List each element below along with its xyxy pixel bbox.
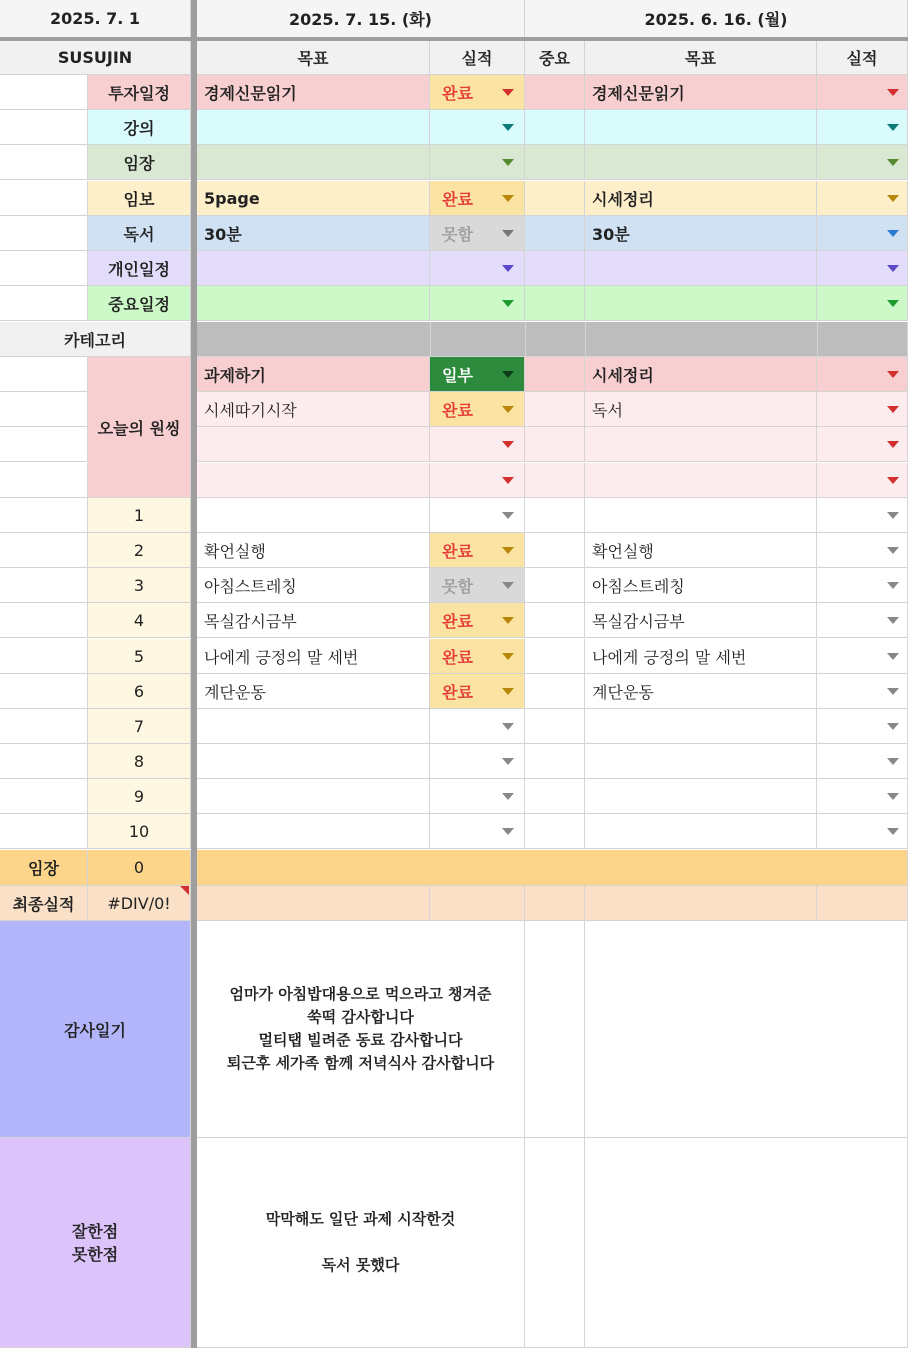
routine-goal[interactable] <box>197 603 430 638</box>
wish-blank[interactable] <box>0 427 88 462</box>
important-cell[interactable] <box>525 533 585 568</box>
result-column-header-2-text: 실적 <box>846 49 878 68</box>
category-goal[interactable] <box>197 251 430 286</box>
important-cell[interactable] <box>525 674 585 709</box>
review-label[interactable] <box>0 1138 191 1348</box>
routine-blank[interactable] <box>0 498 88 533</box>
category-blank[interactable] <box>0 286 88 321</box>
wish-label[interactable] <box>88 357 191 498</box>
gratitude-line: 엄마가 아침밥대용으로 먹으라고 챙겨준 <box>229 985 492 1003</box>
category-result-dropdown[interactable] <box>430 286 525 321</box>
important-cell[interactable] <box>525 921 585 1138</box>
routine-number-text: 1 <box>133 505 145 525</box>
routine-number-text: 10 <box>128 821 150 841</box>
result-value: 일부 <box>442 365 473 385</box>
wish-goal-2-text: 독서 <box>592 400 623 420</box>
result-value: 완료 <box>442 400 473 420</box>
category-label-text: 강의 <box>123 118 155 138</box>
gratitude-content-2[interactable] <box>585 921 908 1138</box>
chevron-down-icon[interactable] <box>502 547 514 554</box>
routine-number-text: 9 <box>133 786 145 806</box>
goal-column-header-2-text: 목표 <box>685 49 716 68</box>
goal-column-header[interactable] <box>197 41 430 75</box>
review-line: 독서 못했다 <box>321 1256 400 1274</box>
routine-result-dropdown-2[interactable] <box>817 603 908 638</box>
important-cell[interactable] <box>525 814 585 849</box>
final-result-value-text: #DIV/0! <box>107 893 171 913</box>
category-result-dropdown-2[interactable] <box>817 216 908 251</box>
important-cell[interactable] <box>525 145 585 180</box>
chevron-down-icon[interactable] <box>887 617 899 624</box>
chevron-down-icon[interactable] <box>502 300 514 307</box>
wish-blank[interactable] <box>0 357 88 392</box>
sheet-date-cell-text: 2025. 7. 1 <box>49 9 141 28</box>
chevron-down-icon[interactable] <box>502 828 514 835</box>
gridline <box>525 322 526 357</box>
chevron-down-icon[interactable] <box>887 723 899 730</box>
important-cell[interactable] <box>525 1138 585 1348</box>
routine-result-dropdown[interactable] <box>430 779 525 814</box>
routine-number-text: 3 <box>133 575 145 595</box>
category-result-dropdown-2[interactable] <box>817 145 908 180</box>
chevron-down-icon[interactable] <box>502 265 514 272</box>
category-goal-2[interactable] <box>585 216 817 251</box>
routine-goal-2[interactable] <box>585 639 817 674</box>
routine-number[interactable] <box>88 603 191 638</box>
routine-result-dropdown[interactable] <box>430 709 525 744</box>
category-blank[interactable] <box>0 75 88 110</box>
chevron-down-icon[interactable] <box>502 89 514 96</box>
routine-result-dropdown-2[interactable] <box>817 498 908 533</box>
chevron-down-icon[interactable] <box>887 758 899 765</box>
gratitude-content[interactable] <box>197 921 525 1138</box>
final-result-label-text: 최종실적 <box>12 894 75 914</box>
final-result-label[interactable] <box>0 886 88 921</box>
routine-goal-text: 나에게 긍정의 말 세번 <box>204 647 359 667</box>
final-result-value[interactable] <box>88 886 191 921</box>
important-column-header[interactable] <box>525 41 585 75</box>
category-goal[interactable] <box>197 110 430 145</box>
routine-goal-text: 아침스트레칭 <box>204 576 297 596</box>
routine-result-dropdown-2[interactable] <box>817 779 908 814</box>
frozen-column-divider[interactable] <box>191 0 197 1348</box>
category-label[interactable] <box>88 251 191 286</box>
category-result-dropdown-2[interactable] <box>817 251 908 286</box>
chevron-down-icon[interactable] <box>502 582 514 589</box>
routine-result-dropdown-2[interactable] <box>817 709 908 744</box>
routine-blank[interactable] <box>0 814 88 849</box>
chevron-down-icon[interactable] <box>887 441 899 448</box>
chevron-down-icon[interactable] <box>887 195 899 202</box>
chevron-down-icon[interactable] <box>887 230 899 237</box>
day2-date-header-text: 2025. 6. 16. (월) <box>644 10 788 29</box>
day2-date-header[interactable] <box>525 0 908 38</box>
chevron-down-icon[interactable] <box>502 441 514 448</box>
day1-date-header-text: 2025. 7. 15. (화) <box>289 10 432 29</box>
important-column-header-text: 중요 <box>539 49 570 68</box>
category-label-text: 독서 <box>123 224 155 244</box>
chevron-down-icon[interactable] <box>887 793 899 800</box>
routine-result-dropdown[interactable] <box>430 533 525 568</box>
routine-result-dropdown-2[interactable] <box>817 533 908 568</box>
gratitude-line: 쑥떡 감사합니다 <box>307 1008 414 1026</box>
category-label[interactable] <box>88 145 191 180</box>
chevron-down-icon[interactable] <box>502 195 514 202</box>
wish-result-dropdown-2[interactable] <box>817 357 908 392</box>
result-value: 못함 <box>442 224 473 244</box>
routine-goal-2-text: 확언실행 <box>592 541 654 561</box>
chevron-down-icon[interactable] <box>502 723 514 730</box>
routine-blank[interactable] <box>0 639 88 674</box>
category-goal-2[interactable] <box>585 251 817 286</box>
result-column-header-2[interactable] <box>817 41 908 75</box>
routine-number[interactable] <box>88 533 191 568</box>
wish-result-dropdown[interactable] <box>430 427 525 462</box>
market-label-text: 임장 <box>28 859 59 878</box>
category-label-text: 임보 <box>123 189 155 209</box>
routine-goal[interactable] <box>197 533 430 568</box>
routine-number[interactable] <box>88 744 191 779</box>
category-goal-text: 5page <box>204 188 260 208</box>
category-result-dropdown[interactable] <box>430 216 525 251</box>
routine-blank[interactable] <box>0 603 88 638</box>
routine-number-text: 2 <box>133 540 145 560</box>
routine-goal-2[interactable] <box>585 744 817 779</box>
routine-goal-text: 계단운동 <box>204 682 266 702</box>
user-name-cell[interactable] <box>0 41 191 75</box>
wish-goal-2[interactable] <box>585 427 817 462</box>
category-goal[interactable] <box>197 145 430 180</box>
category-label[interactable] <box>88 286 191 321</box>
routine-goal-2[interactable] <box>585 568 817 603</box>
category-goal-2-text: 시세정리 <box>592 189 654 209</box>
final-cell[interactable] <box>430 886 525 921</box>
category-goal-2[interactable] <box>585 181 817 216</box>
chevron-down-icon[interactable] <box>887 828 899 835</box>
chevron-down-icon[interactable] <box>502 124 514 131</box>
important-cell[interactable] <box>525 251 585 286</box>
chevron-down-icon[interactable] <box>887 688 899 695</box>
wish-goal-text: 시세따기시작 <box>204 400 297 420</box>
category-result-dropdown-2[interactable] <box>817 75 908 110</box>
category-header[interactable] <box>0 322 191 357</box>
category-result-dropdown-2[interactable] <box>817 286 908 321</box>
routine-number-text: 8 <box>133 751 145 771</box>
routine-goal-2[interactable] <box>585 498 817 533</box>
routine-goal-2[interactable] <box>585 603 817 638</box>
wish-result-dropdown[interactable] <box>430 392 525 427</box>
important-cell[interactable] <box>525 498 585 533</box>
important-cell[interactable] <box>525 463 585 498</box>
category-result-dropdown[interactable] <box>430 110 525 145</box>
category-result-dropdown-2[interactable] <box>817 181 908 216</box>
chevron-down-icon[interactable] <box>887 582 899 589</box>
category-goal-text: 경제신문읽기 <box>204 83 297 103</box>
wish-result-dropdown-2[interactable] <box>817 427 908 462</box>
routine-blank[interactable] <box>0 533 88 568</box>
category-label-text: 투자일정 <box>108 83 170 103</box>
routine-number-text: 5 <box>133 646 145 666</box>
wish-result-dropdown[interactable] <box>430 357 525 392</box>
important-cell[interactable] <box>525 216 585 251</box>
wish-goal[interactable] <box>197 463 430 498</box>
routine-goal-2[interactable] <box>585 533 817 568</box>
wish-goal-text: 과제하기 <box>204 365 266 385</box>
result-value: 완료 <box>442 682 473 702</box>
gratitude-label-text: 감사일기 <box>64 1020 126 1040</box>
result-value: 완료 <box>442 541 473 561</box>
wish-blank[interactable] <box>0 392 88 427</box>
category-blank[interactable] <box>0 110 88 145</box>
routine-number-text: 7 <box>133 716 145 736</box>
important-cell[interactable] <box>525 75 585 110</box>
chevron-down-icon[interactable] <box>887 512 899 519</box>
category-goal-2[interactable] <box>585 110 817 145</box>
review-line <box>358 1231 363 1254</box>
review-content[interactable] <box>197 1138 525 1348</box>
routine-result-dropdown[interactable] <box>430 568 525 603</box>
final-cell[interactable] <box>817 886 908 921</box>
wish-goal-2-text: 시세정리 <box>592 365 654 385</box>
routine-number-text: 4 <box>133 610 145 630</box>
wish-blank[interactable] <box>0 463 88 498</box>
routine-goal-2[interactable] <box>585 709 817 744</box>
final-cell[interactable] <box>197 886 430 921</box>
routine-goal[interactable] <box>197 498 430 533</box>
category-goal[interactable] <box>197 181 430 216</box>
category-goal[interactable] <box>197 286 430 321</box>
chevron-down-icon[interactable] <box>502 653 514 660</box>
routine-goal-2-text: 나에게 긍정의 말 세번 <box>592 647 747 667</box>
final-cell[interactable] <box>525 886 585 921</box>
routine-goal-text: 확언실행 <box>204 541 266 561</box>
important-cell[interactable] <box>525 110 585 145</box>
wish-result-dropdown[interactable] <box>430 463 525 498</box>
routine-result-dropdown-2[interactable] <box>817 639 908 674</box>
routine-result-dropdown-2[interactable] <box>817 814 908 849</box>
chevron-down-icon[interactable] <box>887 547 899 554</box>
chevron-down-icon[interactable] <box>502 406 514 413</box>
category-label[interactable] <box>88 216 191 251</box>
important-cell[interactable] <box>525 392 585 427</box>
routine-number[interactable] <box>88 709 191 744</box>
category-blank[interactable] <box>0 181 88 216</box>
wish-goal-2[interactable] <box>585 357 817 392</box>
category-result-dropdown[interactable] <box>430 251 525 286</box>
wish-result-dropdown-2[interactable] <box>817 392 908 427</box>
routine-blank[interactable] <box>0 744 88 779</box>
result-value: 완료 <box>442 189 473 209</box>
chevron-down-icon[interactable] <box>502 371 514 378</box>
market-label[interactable] <box>0 850 88 886</box>
routine-goal[interactable] <box>197 674 430 709</box>
routine-blank[interactable] <box>0 779 88 814</box>
important-cell[interactable] <box>525 709 585 744</box>
category-label[interactable] <box>88 110 191 145</box>
routine-number[interactable] <box>88 498 191 533</box>
wish-label-text: 오늘의 원씽 <box>97 418 181 438</box>
category-label-text: 임장 <box>123 153 155 173</box>
category-result-dropdown-2[interactable] <box>817 110 908 145</box>
category-goal-2[interactable] <box>585 286 817 321</box>
chevron-down-icon[interactable] <box>887 89 899 96</box>
routine-number[interactable] <box>88 779 191 814</box>
market-value[interactable] <box>88 850 191 886</box>
gratitude-label[interactable] <box>0 921 191 1138</box>
routine-goal[interactable] <box>197 568 430 603</box>
routine-result-dropdown[interactable] <box>430 674 525 709</box>
review-label-line: 못한점 <box>71 1244 119 1264</box>
routine-goal[interactable] <box>197 814 430 849</box>
routine-result-dropdown-2[interactable] <box>817 744 908 779</box>
chevron-down-icon[interactable] <box>502 512 514 519</box>
important-cell[interactable] <box>525 744 585 779</box>
routine-result-dropdown-2[interactable] <box>817 674 908 709</box>
goal-column-header-text: 목표 <box>297 49 329 68</box>
sheet-date-cell[interactable] <box>0 0 191 38</box>
category-blank[interactable] <box>0 216 88 251</box>
important-cell[interactable] <box>525 779 585 814</box>
category-header-band <box>197 322 908 357</box>
routine-number-text: 6 <box>133 681 145 701</box>
routine-result-dropdown[interactable] <box>430 639 525 674</box>
wish-goal[interactable] <box>197 392 430 427</box>
user-name-cell-text: SUSUJIN <box>57 48 133 67</box>
routine-goal[interactable] <box>197 639 430 674</box>
chevron-down-icon[interactable] <box>502 793 514 800</box>
wish-goal[interactable] <box>197 427 430 462</box>
category-result-dropdown[interactable] <box>430 145 525 180</box>
routine-result-dropdown[interactable] <box>430 603 525 638</box>
routine-blank[interactable] <box>0 568 88 603</box>
comment-marker-icon[interactable] <box>180 886 189 895</box>
routine-blank[interactable] <box>0 674 88 709</box>
gridline <box>585 322 586 357</box>
chevron-down-icon[interactable] <box>887 159 899 166</box>
important-cell[interactable] <box>525 427 585 462</box>
chevron-down-icon[interactable] <box>887 265 899 272</box>
day1-date-header[interactable] <box>197 0 525 38</box>
important-cell[interactable] <box>525 603 585 638</box>
routine-result-dropdown[interactable] <box>430 814 525 849</box>
routine-goal-2-text: 목실감시금부 <box>592 611 685 631</box>
category-blank[interactable] <box>0 145 88 180</box>
routine-result-dropdown[interactable] <box>430 498 525 533</box>
category-goal[interactable] <box>197 75 430 110</box>
category-goal-2[interactable] <box>585 75 817 110</box>
gridline <box>817 322 818 357</box>
category-goal-text: 30분 <box>204 224 242 244</box>
category-goal[interactable] <box>197 216 430 251</box>
review-label-line: 잘한점 <box>71 1221 119 1241</box>
category-goal-2-text: 30분 <box>592 224 630 244</box>
chevron-down-icon[interactable] <box>887 406 899 413</box>
routine-goal-2[interactable] <box>585 779 817 814</box>
important-cell[interactable] <box>525 639 585 674</box>
result-value: 완료 <box>442 647 473 667</box>
routine-number[interactable] <box>88 639 191 674</box>
market-value-text: 0 <box>133 858 145 877</box>
important-cell[interactable] <box>525 357 585 392</box>
chevron-down-icon[interactable] <box>502 617 514 624</box>
chevron-down-icon[interactable] <box>887 300 899 307</box>
goal-column-header-2[interactable] <box>585 41 817 75</box>
routine-number[interactable] <box>88 674 191 709</box>
result-column-header[interactable] <box>430 41 525 75</box>
routine-goal[interactable] <box>197 709 430 744</box>
chevron-down-icon[interactable] <box>887 124 899 131</box>
wish-goal-2[interactable] <box>585 392 817 427</box>
market-row-band[interactable] <box>197 850 908 886</box>
review-content-2[interactable] <box>585 1138 908 1348</box>
result-column-header-text: 실적 <box>461 49 493 68</box>
gratitude-line: 퇴근후 세가족 함께 저녁식사 감사합니다 <box>226 1054 495 1072</box>
routine-goal-2-text: 계단운동 <box>592 682 654 702</box>
chevron-down-icon[interactable] <box>502 688 514 695</box>
result-value: 완료 <box>442 611 473 631</box>
result-value: 못함 <box>442 576 473 596</box>
chevron-down-icon[interactable] <box>502 159 514 166</box>
wish-goal-2[interactable] <box>585 463 817 498</box>
routine-result-dropdown-2[interactable] <box>817 568 908 603</box>
final-cell[interactable] <box>585 886 817 921</box>
chevron-down-icon[interactable] <box>887 371 899 378</box>
important-cell[interactable] <box>525 568 585 603</box>
frozen-row-divider[interactable] <box>0 37 908 41</box>
chevron-down-icon[interactable] <box>502 758 514 765</box>
routine-number[interactable] <box>88 568 191 603</box>
gridline <box>430 322 431 357</box>
gratitude-line: 멀티탭 빌려준 동료 감사합니다 <box>258 1031 463 1049</box>
category-label[interactable] <box>88 181 191 216</box>
category-goal-2[interactable] <box>585 145 817 180</box>
category-label-text: 개인일정 <box>108 259 170 279</box>
review-line: 막막해도 일단 과제 시작한것 <box>265 1210 456 1228</box>
important-cell[interactable] <box>525 286 585 321</box>
routine-blank[interactable] <box>0 709 88 744</box>
routine-goal[interactable] <box>197 779 430 814</box>
routine-goal-2-text: 아침스트레칭 <box>592 576 685 596</box>
wish-result-dropdown-2[interactable] <box>817 463 908 498</box>
result-value: 완료 <box>442 83 473 103</box>
category-label[interactable] <box>88 75 191 110</box>
chevron-down-icon[interactable] <box>887 477 899 484</box>
chevron-down-icon[interactable] <box>502 230 514 237</box>
important-cell[interactable] <box>525 181 585 216</box>
category-blank[interactable] <box>0 251 88 286</box>
routine-goal[interactable] <box>197 744 430 779</box>
chevron-down-icon[interactable] <box>502 477 514 484</box>
wish-goal[interactable] <box>197 357 430 392</box>
category-goal-2-text: 경제신문읽기 <box>592 83 685 103</box>
routine-result-dropdown[interactable] <box>430 744 525 779</box>
chevron-down-icon[interactable] <box>887 653 899 660</box>
category-label-text: 중요일정 <box>108 294 170 314</box>
routine-number[interactable] <box>88 814 191 849</box>
category-header-text: 카테고리 <box>64 330 126 350</box>
routine-goal-2[interactable] <box>585 674 817 709</box>
category-result-dropdown[interactable] <box>430 181 525 216</box>
category-result-dropdown[interactable] <box>430 75 525 110</box>
routine-goal-text: 목실감시금부 <box>204 611 297 631</box>
routine-goal-2[interactable] <box>585 814 817 849</box>
